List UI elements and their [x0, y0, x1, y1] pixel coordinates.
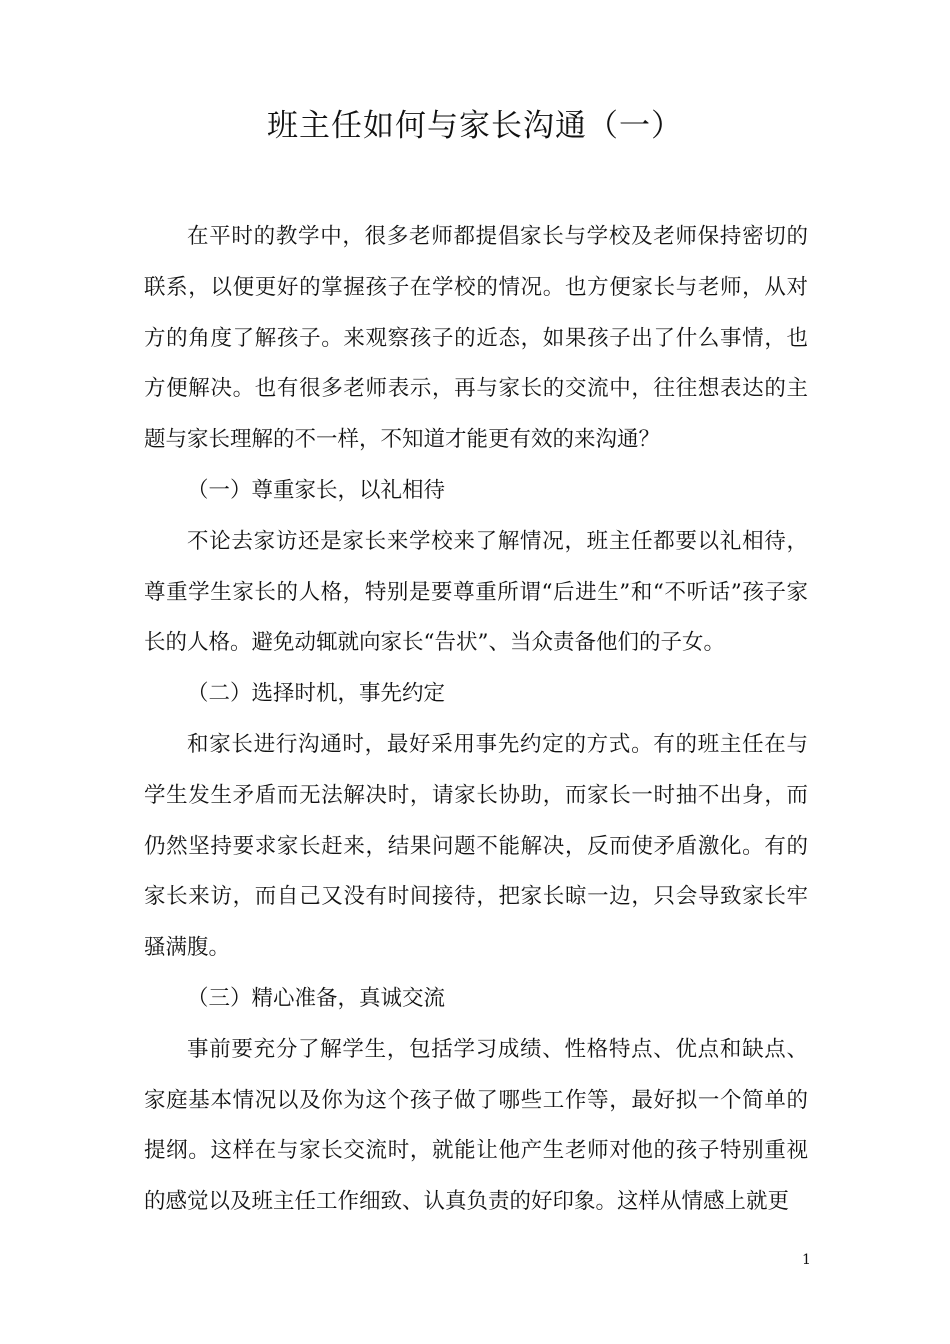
intro-paragraph: 在平时的教学中，很多老师都提倡家长与学校及老师保持密切的联系，以便更好的掌握孩子在学校的情况。也方便家长与老师，从对方的角度了解孩子。来观察孩子的近态，如果孩子出了什么事情，也方便解决。也有很多老师表示，再与家长的交流中，往往想表达的主题与家长理解的不一样，不知道才能更有效的来沟通？	[144, 224, 808, 453]
section-heading-1: （一）尊重家长，以礼相待	[187, 477, 446, 503]
page-number: 1	[802, 1252, 811, 1268]
page-title: 班主任如何与家长沟通（一）	[267, 108, 683, 144]
section-heading-3: （三）精心准备，真诚交流	[187, 985, 446, 1011]
section-heading-2: （二）选择时机，事先约定	[187, 681, 446, 707]
section-paragraph-2: 和家长进行沟通时，最好采用事先约定的方式。有的班主任在与学生发生矛盾而无法解决时，请家长协助，而家长一时抽不出身，而仍然坚持要求家长赶来，结果问题不能解决，反而使矛盾激化。有的家长来访，而自己又没有时间接待，把家长晾一边，只会导致家长牢骚满腹。	[144, 731, 808, 961]
document-body	[144, 212, 808, 1228]
section-paragraph-1: 不论去家访还是家长来学校来了解情况，班主任都要以礼相待，尊重学生家长的人格，特别是要尊重所谓“后进生”和“不听话”孩子家长的人格。避免动辄就向家长“告状”、当众责备他们的子女。	[144, 528, 808, 656]
section-paragraph-3: 事前要充分了解学生，包括学习成绩、性格特点、优点和缺点、家庭基本情况以及你为这个孩子做了哪些工作等，最好拟一个简单的提纲。这样在与家长交流时，就能让他产生老师对他的孩子特别重视的感觉以及班主任工作细致、认真负责的好印象。这样从情感上就更	[144, 1036, 808, 1215]
